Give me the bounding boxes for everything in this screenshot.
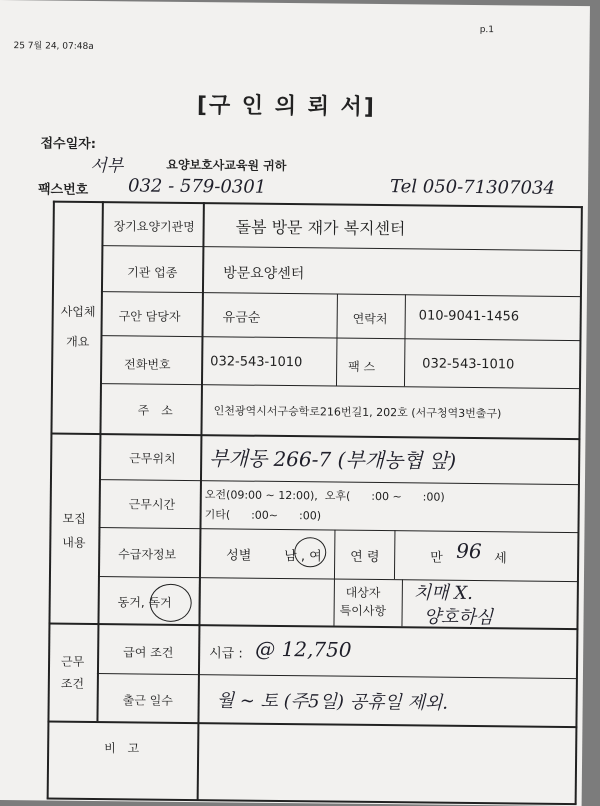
document-title: [구 인 의 뢰 서]	[196, 93, 377, 120]
address: 인천광역시서구승학로216번길1, 202호 (서구청역3번출구)	[213, 404, 502, 421]
section-business-label: 사업체 개요	[60, 304, 96, 349]
age-suffix: 세	[494, 551, 507, 567]
living-selected-circle	[149, 584, 191, 622]
target-notes-label: 대상자 특이사항	[339, 585, 387, 619]
contact: 010-9041-1456	[418, 308, 520, 325]
phone: 032-543-1010	[210, 354, 303, 371]
gender-selected-circle	[294, 537, 326, 567]
business-type: 방문요양센터	[223, 265, 305, 283]
fax: 032-543-1010	[422, 356, 515, 373]
institution-name: 돌봄 방문 재가 복지센터	[235, 217, 406, 239]
location-handwritten: 부개동 266-7 (부개농협 앞)	[209, 446, 457, 473]
section-recruit-label: 모집 내용	[62, 511, 86, 550]
pay-label: 급여 조건	[123, 645, 174, 660]
recipient-info-label: 수급자정보	[118, 547, 177, 562]
pay-prefix: 시급 :	[209, 646, 243, 662]
manager: 유금순	[222, 310, 261, 326]
fax-timestamp: 25 7월 24, 07:48a	[13, 41, 94, 52]
address-label: 주 소	[137, 403, 177, 418]
recipient-handwritten: 서부	[90, 155, 124, 177]
fax-number-handwritten: 032 - 579-0301	[127, 175, 267, 198]
location-label: 근무위치	[129, 451, 176, 466]
received-date-label: 접수일자:	[40, 136, 97, 153]
gender-options: 남 , 여	[284, 549, 322, 565]
age-label: 연 령	[350, 549, 380, 566]
phone-label: 전화번호	[124, 357, 171, 372]
fax-label: 팩 스	[348, 359, 376, 374]
fax-number-label: 팩스번호	[37, 182, 89, 198]
institution-name-label: 장기요양기관명	[113, 219, 195, 235]
contact-label: 연락처	[352, 311, 388, 327]
hours-line1: 오전(09:00 ~ 12:00), 오후( :00 ~ :00)	[204, 488, 445, 504]
manager-label: 구안 담당자	[118, 309, 181, 324]
hours-line2: 기타( :00~ :00)	[204, 508, 322, 523]
page-number: p.1	[479, 25, 495, 36]
age-handwritten: 96	[456, 538, 482, 564]
recipient: 요양보호사교육원 귀하	[166, 157, 287, 174]
business-type-label: 기관 업종	[127, 265, 178, 280]
target-notes-line1: 치매 X.	[413, 582, 473, 604]
age-prefix: 만	[430, 550, 443, 566]
days-handwritten: 월 ~ 토 (주5일) 공휴일 제외.	[216, 690, 449, 714]
gender-label: 성별	[226, 548, 252, 564]
remarks-label: 비 고	[104, 741, 144, 756]
section-conditions-label: 근무 조건	[60, 654, 85, 691]
living-options: 동거, 독거	[117, 595, 172, 610]
days-label: 출근 일수	[122, 693, 173, 708]
tel-handwritten: Tel 050-71307034	[389, 176, 555, 199]
pay-handwritten: @ 12,750	[255, 636, 352, 662]
target-notes-line2: 양호하심	[423, 606, 494, 629]
form-table	[0, 0, 590, 6]
hours-label: 근무시간	[128, 497, 176, 512]
